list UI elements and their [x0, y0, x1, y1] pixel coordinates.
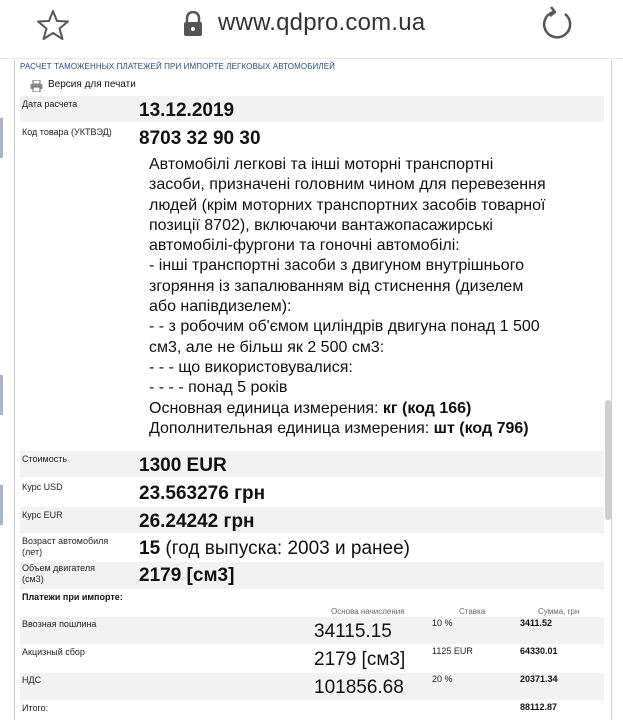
table-row — [20, 645, 604, 672]
browser-toolbar — [0, 0, 623, 59]
lock-icon — [182, 11, 204, 37]
row-eur-rate — [20, 507, 604, 533]
vehicle-age-label-line: Возраст автомобиля — [22, 536, 109, 546]
vehicle-age-number: 15 — [139, 538, 161, 559]
description-line: Автомобілі легкові та інші моторні транспортні — [149, 156, 494, 173]
product-description — [149, 155, 599, 439]
date-label: Дата расчета — [22, 99, 78, 109]
vehicle-age-value — [139, 538, 410, 560]
unit-extra-value: шт (код 796) — [433, 419, 529, 437]
unit-main — [149, 399, 599, 419]
eur-rate-value: 26.24242 грн — [139, 511, 255, 532]
description-line: засоби, призначені головним чином для перевезення — [149, 176, 546, 194]
description-line: - - - що використовувалися: — [149, 358, 353, 376]
printer-icon — [30, 80, 43, 92]
col-header-rate: Ставка — [459, 607, 486, 616]
payment-name: Акцизный сбор — [22, 647, 85, 657]
payment-rate: 20 % — [432, 674, 453, 684]
date-value: 13.12.2019 — [139, 100, 235, 121]
table-row — [20, 617, 604, 644]
scrollbar[interactable] — [605, 400, 611, 520]
cost-label: Стоимость — [22, 454, 68, 464]
description-line: - інші транспортні засоби з двигуном внутрішнього — [149, 257, 525, 275]
description-line: автомобілі-фургони та гоночні автомобілі: — [149, 237, 460, 255]
description-line: - - - - понад 5 років — [149, 379, 288, 397]
address-bar-url[interactable]: www.qdpro.com.ua — [218, 9, 426, 36]
col-header-sum: Сумма, грн — [538, 607, 580, 616]
side-marker — [0, 375, 3, 415]
payment-rate: 10 % — [432, 618, 453, 628]
payment-rate: 1125 EUR — [432, 646, 473, 656]
description-line: людей (крім моторних транспортних засобів товарної — [149, 196, 546, 214]
unit-extra — [149, 419, 599, 439]
description-line: згоряння із запалюванням від стиснення (дизелем — [149, 277, 524, 295]
unit-main-value: кг (код 166) — [382, 399, 472, 417]
unit-main-label: Основная единица измерения: — [149, 399, 383, 417]
reload-icon[interactable] — [536, 5, 576, 45]
row-date — [20, 96, 604, 122]
payment-base: 2179 [см3] — [314, 649, 406, 670]
payment-sum: 20371.34 — [520, 674, 558, 684]
total-label: Итого: — [22, 703, 49, 713]
bookmark-star-icon[interactable] — [36, 8, 70, 42]
product-code-value: 8703 32 90 30 — [139, 128, 261, 149]
payments-title: Платежи при импорте: — [22, 592, 123, 602]
payment-name: НДС — [22, 675, 42, 685]
description-line: або напівдизелем): — [149, 298, 292, 316]
side-marker — [0, 118, 3, 158]
payment-name: Ввозная пошлина — [22, 619, 97, 629]
engine-volume-label-line: (см3) — [22, 574, 44, 584]
cost-value: 1300 EUR — [139, 455, 227, 476]
row-engine-volume — [20, 562, 604, 589]
row-vehicle-age — [20, 535, 604, 561]
payment-base: 34115.15 — [314, 621, 392, 642]
product-code-label: Код товара (УКТВЭД) — [22, 127, 112, 137]
col-header-base: Основа начисления — [331, 607, 405, 616]
engine-volume-value: 2179 [см3] — [139, 565, 235, 586]
row-cost — [20, 451, 604, 477]
payment-sum: 3411.52 — [520, 618, 553, 628]
engine-volume-label-line: Объем двигателя — [22, 563, 95, 573]
engine-volume-label — [22, 563, 95, 585]
payment-sum: 64330.01 — [520, 646, 558, 656]
side-marker — [0, 485, 3, 525]
vehicle-age-note: (год выпуска: 2003 и ранее) — [160, 538, 410, 559]
table-row-total — [20, 701, 604, 720]
payment-base: 101856.68 — [314, 677, 404, 698]
table-row — [20, 673, 604, 700]
total-sum: 88112.87 — [520, 702, 558, 712]
eur-rate-label: Курс EUR — [22, 510, 63, 520]
usd-rate-value: 23.563276 грн — [139, 483, 266, 504]
print-version-label[interactable]: Версия для печати — [48, 79, 136, 90]
page-heading: РАСЧЕТ ТАМОЖЕННЫХ ПЛАТЕЖЕЙ ПРИ ИМПОРТЕ ЛЕГКОВЫХ АВТОМОБИЛЕЙ — [20, 62, 336, 71]
usd-rate-label: Курс USD — [22, 482, 63, 492]
unit-extra-label: Дополнительная единица измерения: — [149, 419, 434, 437]
vehicle-age-label — [22, 536, 108, 558]
description-line: - - з робочим об'ємом циліндрів двигуна понад 1 500 — [149, 318, 540, 336]
row-usd-rate — [20, 479, 604, 505]
description-line: позиції 8702), включаючи вантажопасажирські — [149, 216, 493, 234]
description-line: см3, але не більш як 2 500 см3: — [149, 338, 385, 356]
vehicle-age-label-line: (лет) — [22, 547, 43, 557]
